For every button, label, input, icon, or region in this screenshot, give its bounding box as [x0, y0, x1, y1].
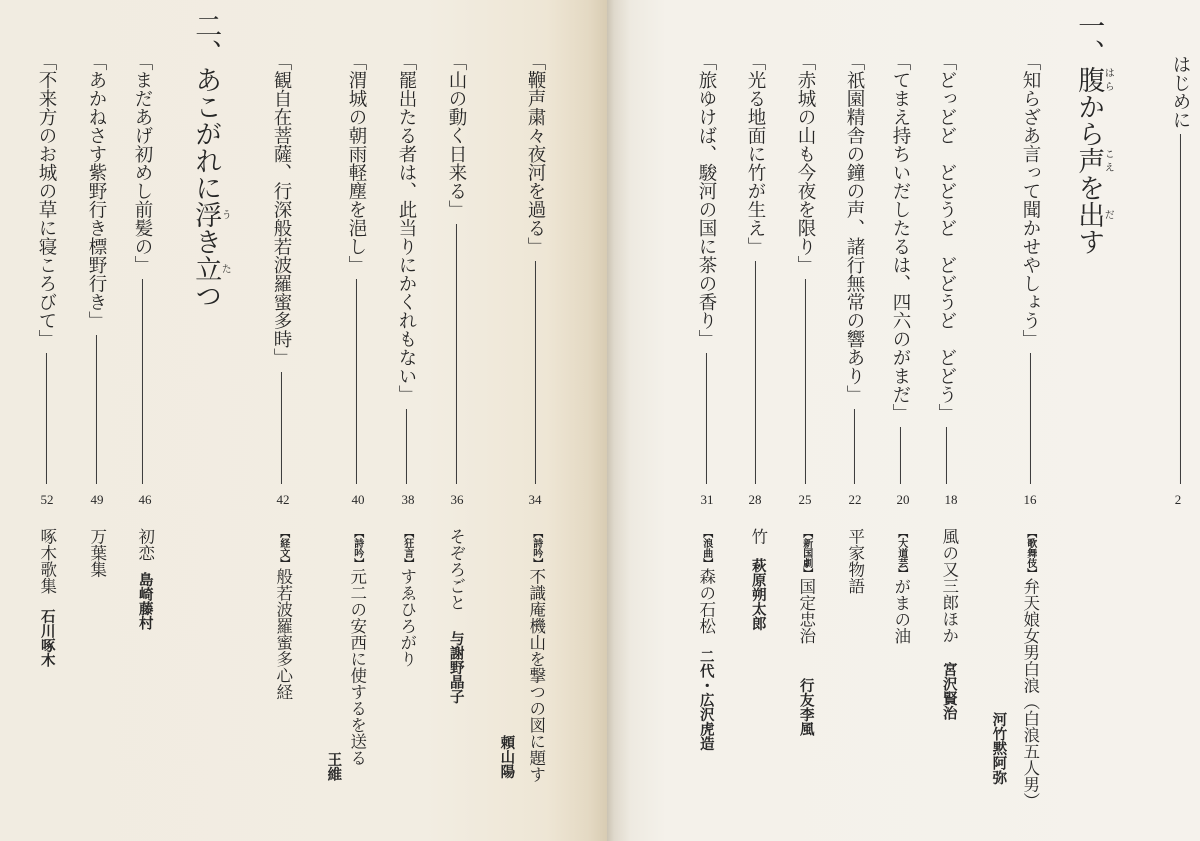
genre-tag: 【狂言】 — [401, 528, 413, 568]
entry-quote: 「旅ゆけば、駿河の国に茶の香り」 — [696, 52, 718, 348]
work-title: 般若波羅蜜多心経 — [273, 568, 293, 700]
heading-text: つ — [190, 282, 222, 309]
work-title: 平家物語 — [845, 528, 865, 594]
section-heading-2 — [188, 12, 230, 309]
toc-entry — [888, 52, 912, 484]
page-number: 46 — [138, 492, 152, 507]
toc-entry — [793, 52, 817, 484]
toc-entry — [523, 52, 547, 484]
entry-source — [86, 528, 107, 578]
leader-line — [280, 372, 281, 485]
author-name: 河竹黙阿弥 — [990, 712, 1008, 785]
leader-line — [1029, 353, 1030, 484]
entry-quote: 「光る地面に竹が生え」 — [745, 52, 767, 256]
author-name: 石川啄木 — [38, 609, 56, 667]
work-title: 万葉集 — [87, 528, 107, 578]
leader-line — [45, 353, 46, 484]
work-title: 初恋 — [135, 528, 155, 561]
entry-source — [747, 528, 768, 630]
leader-line — [405, 409, 406, 485]
heading-text: あこがれに — [190, 66, 222, 201]
author-name: 王維 — [325, 752, 343, 781]
ruby-word — [1073, 201, 1114, 228]
entry-source — [134, 528, 155, 630]
section-number: 一、 — [1073, 12, 1105, 66]
genre-tag: 【新国劇】 — [800, 528, 812, 578]
page-number: 34 — [528, 492, 542, 507]
work-title: 弁天娘女男白浪（白浪五人男） — [1020, 578, 1040, 809]
page-number: 52 — [40, 492, 54, 507]
leader-line — [945, 427, 946, 484]
page-number: 2 — [1174, 492, 1182, 507]
section-number: 二、 — [190, 12, 222, 66]
work-title: すゑひろがり — [397, 568, 417, 667]
genre-tag: 【大道芸】 — [895, 528, 907, 578]
furigana: こえ — [1102, 147, 1114, 174]
entry-source — [844, 528, 865, 594]
leader-line — [534, 261, 535, 485]
ruby-word — [1073, 147, 1114, 174]
author-name: 島崎藤村 — [136, 572, 154, 630]
genre-tag: 【歌舞伎】 — [1024, 528, 1036, 578]
section-heading-1 — [1071, 12, 1113, 255]
entry-quote: 「まだあげ初めし前髪の」 — [132, 52, 154, 274]
leader-line — [95, 335, 96, 485]
work-title: 不識庵機山を撃つの図に題す — [526, 568, 546, 783]
heading-text: き — [190, 228, 222, 255]
entry-source — [938, 528, 959, 720]
page-number: 36 — [450, 492, 464, 507]
heading-text: から — [1073, 93, 1105, 147]
ruby-word — [190, 255, 231, 282]
genre-tag: 【詩吟】 — [530, 528, 542, 568]
page-number: 28 — [748, 492, 762, 507]
entry-quote: 「てまえ持ちいだしたるは、四六のがまだ」 — [890, 52, 912, 422]
genre-tag: 【浪曲】 — [700, 528, 712, 568]
page-number: 40 — [351, 492, 365, 507]
work-title: そぞろごと — [446, 528, 466, 611]
leader-line — [355, 279, 356, 484]
entry-quote: 「鞭声粛々夜河を過る」 — [525, 52, 547, 256]
furigana: はら — [1102, 66, 1114, 93]
author-name: 萩原朔太郎 — [749, 557, 767, 630]
entry-source — [346, 528, 367, 766]
leader-line — [754, 261, 755, 485]
furigana: う — [219, 201, 231, 228]
page-number: 22 — [848, 492, 862, 507]
leader-line — [853, 409, 854, 485]
heading-text: を — [1073, 174, 1105, 201]
entry-source — [36, 528, 57, 667]
author-name: 与謝野晶子 — [447, 630, 465, 703]
entry-quote: 「山の動く日来る」 — [446, 52, 468, 219]
toc-entry-preface — [1168, 55, 1192, 484]
leader-line — [899, 427, 900, 484]
ruby-word — [190, 201, 231, 228]
leader-line — [705, 353, 706, 484]
leader-line — [455, 224, 456, 485]
page-number: 25 — [798, 492, 812, 507]
entry-source — [695, 528, 716, 751]
entry-source — [445, 528, 466, 703]
page-number: 18 — [944, 492, 958, 507]
furigana: だ — [1102, 201, 1114, 228]
page-number: 49 — [90, 492, 104, 507]
entry-source — [396, 528, 417, 667]
entry-quote: 「罷出たる者は、此当りにかくれもない」 — [396, 52, 418, 404]
toc-entry — [269, 52, 293, 484]
page-number: 20 — [896, 492, 910, 507]
toc-entry — [130, 52, 154, 484]
work-title: 国定忠治 — [796, 578, 816, 644]
toc-entry — [84, 52, 108, 484]
toc-entry — [444, 52, 468, 484]
entry-quote: 「あかねさす紫野行き標野行き」 — [86, 52, 108, 330]
heading-text: す — [1073, 228, 1105, 255]
ruby-base: 浮 — [190, 201, 222, 228]
author-name: 頼山陽 — [498, 735, 516, 779]
page-number: 31 — [700, 492, 714, 507]
entry-quote: 「どっどど どどうど どどうど どどう」 — [936, 52, 958, 422]
entry-source — [525, 528, 546, 783]
toc-entry — [344, 52, 368, 484]
furigana: た — [219, 255, 231, 282]
page-number: 16 — [1023, 492, 1037, 507]
author-name: 二代・広沢虎造 — [697, 649, 715, 751]
genre-tag: 【詩吟】 — [351, 528, 363, 568]
entry-source — [795, 528, 816, 736]
entry-source — [890, 528, 911, 644]
genre-tag: 【経文】 — [277, 528, 289, 568]
author-name: 宮沢賢治 — [940, 661, 958, 720]
toc-entry — [842, 52, 866, 484]
page-number: 42 — [276, 492, 290, 507]
leader-line — [1179, 134, 1180, 484]
preface-title: はじめに — [1170, 55, 1192, 129]
work-title: 森の石松 — [696, 568, 716, 634]
work-title: 元二の安西に使するを送る — [347, 568, 367, 766]
entry-quote: 「知らざあ言って聞かせやしょう」 — [1020, 52, 1042, 348]
ruby-base: 腹 — [1073, 66, 1105, 93]
work-title: 啄木歌集 — [37, 528, 57, 594]
ruby-base: 声 — [1073, 147, 1105, 174]
toc-entry — [1018, 52, 1042, 484]
entry-quote: 「不来方のお城の草に寝ころびて」 — [36, 52, 58, 348]
work-title: 竹 — [748, 528, 768, 545]
ruby-base: 立 — [190, 255, 222, 282]
entry-quote: 「渭城の朝雨軽塵を浥し」 — [346, 52, 368, 274]
toc-entry — [34, 52, 58, 484]
entry-quote: 「観自在菩薩、行深般若波羅蜜多時」 — [271, 52, 293, 367]
toc-entry — [394, 52, 418, 484]
entry-source — [272, 528, 293, 700]
leader-line — [141, 279, 142, 484]
ruby-base: 出 — [1073, 201, 1105, 228]
leader-line — [804, 279, 805, 484]
author-name: 行友李風 — [797, 678, 815, 736]
toc-entry — [934, 52, 958, 484]
ruby-word — [1073, 66, 1114, 93]
entry-quote: 「祇園精舎の鐘の声、諸行無常の響あり」 — [844, 52, 866, 404]
work-title: 風の又三郎ほか — [939, 528, 959, 644]
entry-quote: 「赤城の山も今夜を限り」 — [795, 52, 817, 274]
toc-entry — [743, 52, 767, 484]
work-title: がまの油 — [891, 578, 911, 644]
entry-source — [1019, 528, 1040, 809]
page-number: 38 — [401, 492, 415, 507]
toc-entry — [694, 52, 718, 484]
